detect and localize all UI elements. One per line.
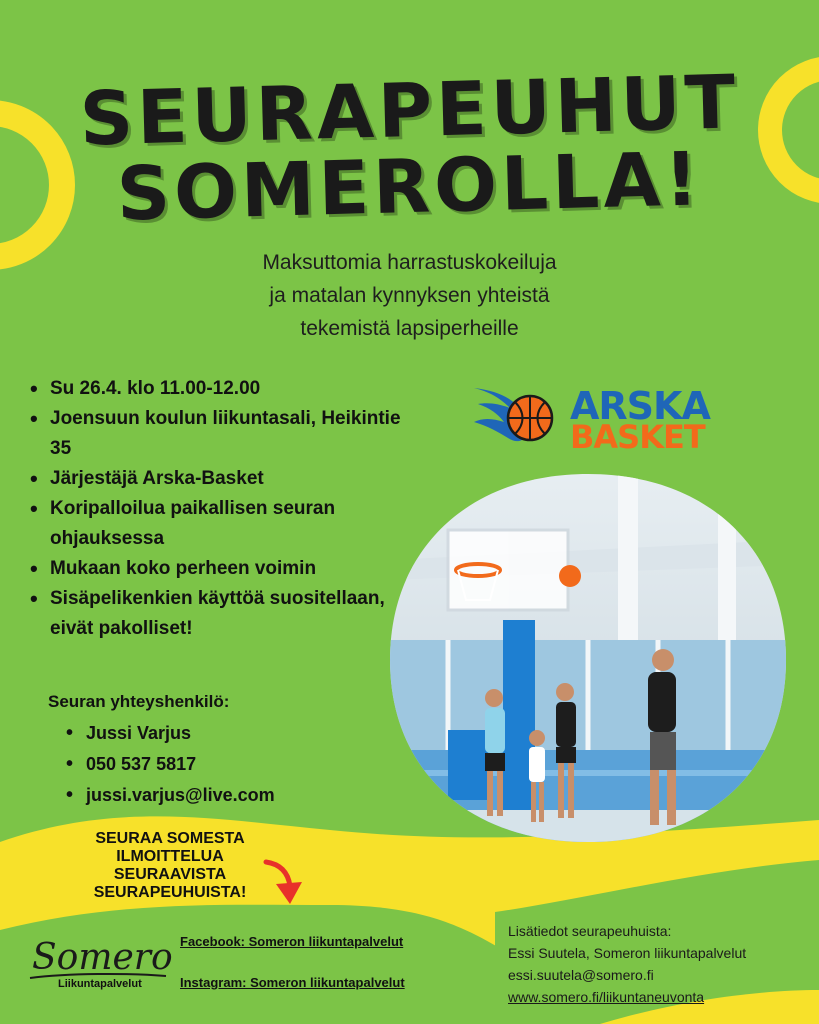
cta-line: SEURAPEUHUISTA! (93, 884, 247, 901)
cta-line: ILMOITTELUA (116, 848, 224, 865)
event-info-list (28, 374, 408, 644)
info-shoes: • Sisäpelikenkien käyttöä suositellaan, eivät pakolliset! (28, 584, 408, 644)
more-info-url-link[interactable]: www.somero.fi/liikuntaneuvonta (508, 989, 705, 1005)
somero-logo (18, 937, 173, 1000)
contact-email: • jussi.varjus@live.com (66, 780, 275, 811)
subtitle (0, 246, 819, 345)
subtitle-line: Maksuttomia harrastuskokeiluja (262, 251, 557, 274)
title-line-1: SEURAPEUHUT (78, 59, 741, 163)
basket-text: BASKET (570, 418, 705, 456)
somero-logo-text: Somero (32, 937, 173, 978)
info-activity: • Koripalloilua paikallisen seuran ohjauksessa (28, 494, 408, 554)
arska-basket-logo (470, 378, 720, 458)
info-organizer: • Järjestäjä Arska-Basket (28, 464, 408, 494)
arrow-down-icon (262, 858, 308, 910)
cta-line: SEURAA SOMESTA (95, 830, 245, 847)
info-location: • Joensuun koulun liikuntasali, Heikintie 35 (28, 404, 408, 464)
basketball-flame-icon (470, 378, 570, 458)
instagram-link[interactable]: Instagram: Someron liikuntapalvelut (180, 975, 405, 990)
info-date: • Su 26.4. klo 11.00-12.00 (28, 374, 408, 404)
subtitle-line: tekemistä lapsiperheille (300, 317, 519, 340)
info-family: • Mukaan koko perheen voimin (28, 554, 408, 584)
contact-list (66, 718, 275, 811)
facebook-link[interactable]: Facebook: Someron liikuntapalvelut (180, 934, 404, 949)
arska-text: ARSKA (570, 384, 710, 428)
social-call-to-action (70, 830, 270, 902)
more-info-name: Essi Suutela, Someron liikuntapalvelut (508, 945, 747, 961)
subtitle-line: ja matalan kynnyksen yhteistä (269, 284, 550, 307)
basketball-photo (388, 470, 788, 845)
more-info (508, 920, 746, 1008)
somero-logo-subtext: Liikuntapalvelut (58, 978, 142, 990)
title-line-2: SOMEROLLA! (115, 136, 704, 238)
contact-name: • Jussi Varjus (66, 718, 275, 749)
cta-line: SEURAAVISTA (113, 866, 227, 883)
more-info-email[interactable]: essi.suutela@somero.fi (508, 967, 654, 983)
contact-title: Seuran yhteyshenkilö: (48, 692, 230, 711)
more-info-title: Lisätiedot seurapeuhuista: (508, 923, 672, 939)
contact-phone: • 050 537 5817 (66, 749, 275, 780)
